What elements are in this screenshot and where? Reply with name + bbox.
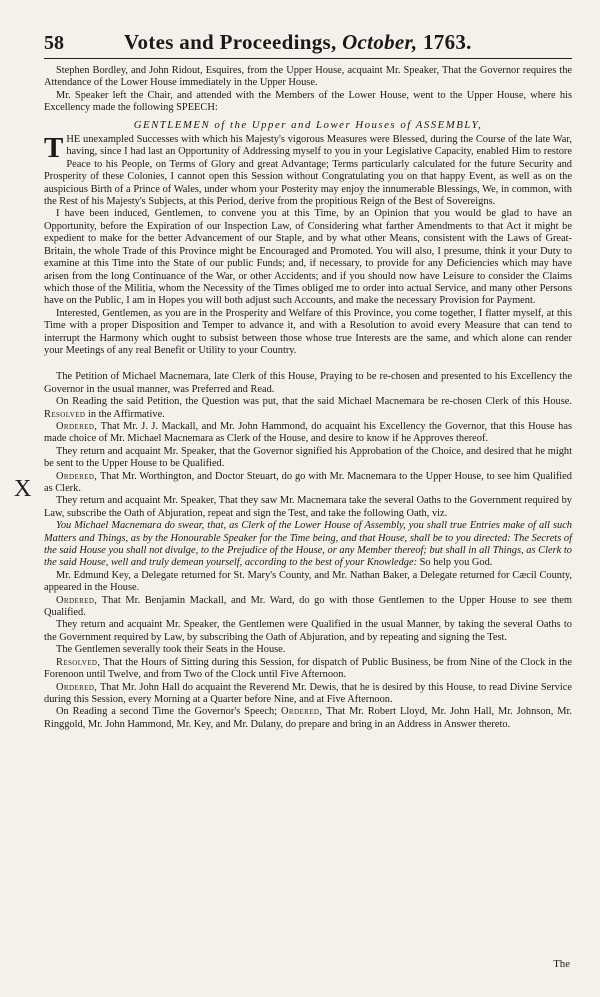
proceedings-return-3: They return and acquaint Mr. Speaker, the Gentlemen were Qualified in the usual Manner, by taking the several Oaths to the Government required by Law, by subscribing the Oath of Abjuration, and by repeating and signing the Test. (44, 619, 572, 643)
ordered-label: Ordered, (56, 594, 98, 606)
speech-paragraph-1-text: HE unexampled Successes with which his Majesty's vigorous Measures were Blessed, during the Course of the late War, having, since I had last an Opportunity of Addressing myself to you in your Legislative Capacity, enabled Him to restore Peace to his People, on Terms of Glory and great Advantage; Terms particularly calculated for the future Security and Prosperity of these Colonies, I cannot open this Session without Congratulating you on that happy Event, as well as on the auspicious Birth of a Prince of Wales, under whom your Posterity may enjoy the innumerable Blessings, We, in common, with the Rest of his Majesty's Subjects, at this Period, derive from the propitious Reign of the Best of Sovereigns. (44, 134, 572, 208)
proceedings-return-2: They return and acquaint Mr. Speaker, That they saw Mr. Macnemara take the several Oaths to the Government required by Law, subscribe the Oath of Abjuration, repeat and sign the Test, and take the following Oath, viz. (44, 495, 572, 519)
proceedings-order-2 (44, 471, 572, 496)
proceedings-order-4 (44, 682, 572, 707)
speech-paragraph-3: Interested, Gentlemen, as you are in the Prosperity and Welfare of this Province, you come together, I flatter myself, at this Time with a proper Disposition and Temper to advance it, and with a Resolution to avoid every Measure that can tend to interrupt the Harmony which ought to subsist between those whose true Interests are the same, and which alone can render your Meetings of any real Benefit or Utility to your Country. (44, 307, 572, 356)
proceedings-order-5 (44, 706, 572, 731)
proceedings-resolution-hours-text: That the Hours of Sitting during this Session, for dispatch of Public Business, be from Nine of the Clock in the Forenoon until Twelve, and from Two of the Clock until Five Afternoon. (44, 656, 572, 681)
running-head-title: Votes and Proceedings, (124, 30, 337, 54)
proceedings-seats: The Gentlemen severally took their Seats in the House. (56, 644, 286, 656)
proceedings-return-1: They return and acquaint Mr. Speaker, that the Governor signified his Approbation of the Choice, and desired that he might be sent to the Upper House to be Qualified. (44, 445, 572, 470)
ordered-label: Ordered, (56, 420, 98, 432)
ordered-label: Ordered, (56, 470, 98, 482)
proceedings-question-result: in the Affirmative. (87, 408, 165, 420)
proceedings-oath (44, 520, 572, 570)
speech-paragraph-2: I have been induced, Gentlemen, to convene you at this Time, by an Opinion that you would be glad to have an Opportunity, before the Expiration of our Inspection Law, of Considering what farther Amendments to that Act it might be expedient to make for the better Advancement of our Staple, and by what other Means, consistent with the Laws of Great-Britain, the whole Trade of this Province might be Encouraged and Promoted. You will also, I presume, think it your Duty to examine at this Time into the State of our public Funds; and, if necessary, to provide for any Deficiencies which may have arisen from the long Continuance of the War, or other Accidents; and if you should now have Leisure to consider the Claims which those of the Militia, whom the Necessity of the Times obliged me to order into actual Service, and many other Persons have on the Public, I am in Hopes you will both adjust such Accounts, and make the necessary Provision for Payment. (44, 208, 572, 307)
running-head-year: 1763. (422, 30, 472, 54)
oath-text: You Michael Macnemara do swear, that, as Clerk of the Lower House of Assembly, you shall true Entries make of all such Matters and Things, as by the Honourable Speaker for the Time being, and that House, shall be to you directed: The Secrets of the said House you shall not divulge, to the Prejudice of the House, or any Member thereof; but shall in all Things, as Clerk to the said House, well and truly demean yourself, according to the best of your Knowledge: (44, 520, 572, 569)
proceedings-delegates: Mr. Edmund Key, a Delegate returned for St. Mary's County, and Mr. Nathan Baker, a Delegate returned for Cæcil County, appeared in the House. (44, 569, 572, 594)
catchword: The (553, 958, 570, 970)
oath-closing: So help you God. (419, 557, 493, 569)
drop-cap: T (44, 132, 64, 165)
resolved-label: Resolved, (56, 656, 101, 668)
proceedings-resolution-hours (44, 657, 572, 682)
proceedings-order-5-intro: On Reading a second Time the Governor's Speech; (56, 706, 278, 718)
proceedings-question-text: On Reading the said Petition, the Question was put, that the said Michael Macnemara be re-chosen Clerk of this House. (56, 396, 572, 408)
page-number: 58 (44, 32, 64, 54)
paragraph-opening-1: Stephen Bordley, and John Ridout, Esquires, from the Upper House, acquaint Mr. Speaker, That the Governor requires the Attendance of the Lower House immediately in the Upper House. (44, 65, 572, 89)
ordered-label: Ordered, (56, 681, 98, 693)
page-header (44, 30, 572, 59)
proceedings-order-2-text: That Mr. Worthington, and Doctor Steuart, do go with Mr. Macnemara to the Upper House, to see him Qualified as Clerk. (44, 470, 572, 494)
speech-heading: GENTLEMEN of the Upper and Lower Houses of ASSEMBLY, (133, 118, 483, 131)
proceedings-order-3 (44, 595, 572, 620)
proceedings-order-5-text: That Mr. Robert Lloyd, Mr. John Hall, Mr. Johnson, Mr. Ringgold, Mr. John Hammond, Mr. Key, and Mr. Dulany, do prepare and bring in an Address in Answer thereto. (44, 706, 572, 730)
proceedings-petition: The Petition of Michael Macnemara, late Clerk of this House, Praying to be re-chosen and presented to his Excellency the Governor in the usual manner, was Preferred and Read. (44, 371, 572, 395)
section-gap (44, 357, 572, 371)
proceedings-order-1-text: That Mr. J. J. Mackall, and Mr. John Hammond, do acquaint his Excellency the Governor, that this House has made choice of Mr. Michael Macnemara as Clerk of the House, and desire to know if he Approves thereof. (44, 420, 572, 445)
body-text (44, 65, 572, 731)
margin-annotation-mark: X (14, 476, 32, 502)
running-head-month: October, (342, 30, 418, 54)
proceedings-order-4-text: That Mr. John Hall do acquaint the Reverend Mr. Dewis, that he is desired by this House, to read Divine Service during this Session, every Morning at a Quarter before Nine, and at Five Afternoon. (44, 681, 572, 705)
running-head (124, 30, 472, 55)
paragraph-opening-2: Mr. Speaker left the Chair, and attended with the Members of the Lower House, went to the Upper House, where his Excellency made the following SPEECH: (44, 89, 572, 114)
proceedings-question (44, 396, 572, 421)
speech-paragraph-1 (44, 134, 572, 208)
resolved-label: Resolved (44, 408, 86, 420)
proceedings-order-3-text: That Mr. Benjamin Mackall, and Mr. Ward, do go with those Gentlemen to the Upper House to see them Qualified. (44, 594, 572, 619)
proceedings-order-1 (44, 421, 572, 446)
ordered-label: Ordered, (281, 706, 323, 718)
